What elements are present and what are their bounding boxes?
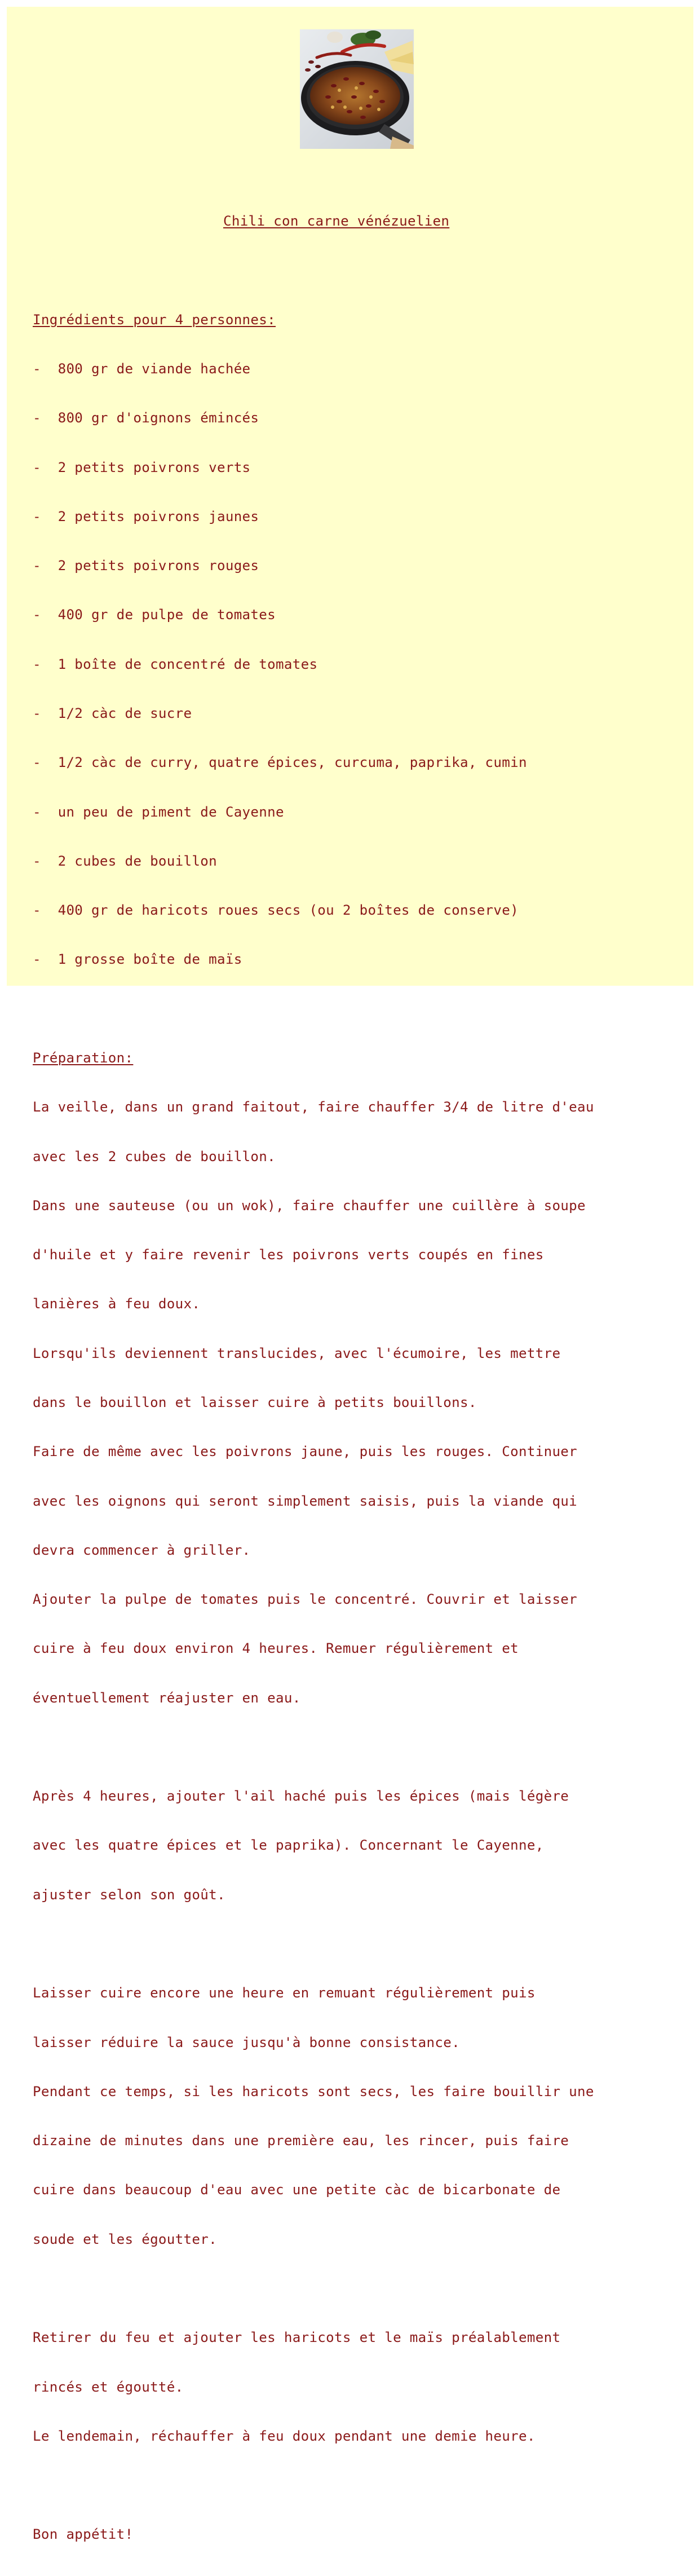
preparation-line: ajuster selon son goût. xyxy=(33,1886,225,1903)
preparation-line: Laisser cuire encore une heure en remuant régulièrement puis xyxy=(33,1985,536,2001)
preparation-line: Dans une sauteuse (ou un wok), faire chauffer une cuillère à soupe xyxy=(33,1197,586,1214)
ingredient-item: - 400 gr de pulpe de tomates xyxy=(33,607,276,623)
preparation-line: Lorsqu'ils deviennent translucides, avec l'écumoire, les mettre xyxy=(33,1345,561,1361)
ingredient-item: - 1/2 càc de sucre xyxy=(33,705,192,721)
preparation-line: La veille, dans un grand faitout, faire chauffer 3/4 de litre d'eau xyxy=(33,1099,594,1115)
ingredient-item: - 400 gr de haricots roues secs (ou 2 boîtes de conserve) xyxy=(33,902,519,919)
recipe-title: Chili con carne vénézuelien xyxy=(223,213,450,230)
ingredient-item: - 2 petits poivrons rouges xyxy=(33,558,259,574)
recipe-text xyxy=(33,180,692,2576)
preparation-line: Ajouter la pulpe de tomates puis le concentré. Couvrir et laisser xyxy=(33,1591,578,1608)
preparation-line: cuire dans beaucoup d'eau avec une petite càc de bicarbonate de xyxy=(33,2182,561,2198)
preparation-line: avec les oignons qui seront simplement saisis, puis la viande qui xyxy=(33,1493,578,1509)
spacer xyxy=(33,262,692,279)
chili-pan-photo xyxy=(300,29,414,149)
spacer xyxy=(33,1936,692,1952)
ingredients-heading: Ingrédients pour 4 personnes: xyxy=(33,311,276,328)
ingredient-item: - 1/2 càc de curry, quatre épices, curcuma, paprika, cumin xyxy=(33,755,527,771)
preparation-line: lanières à feu doux. xyxy=(33,1296,201,1312)
spacer xyxy=(33,1001,692,1017)
preparation-line: Après 4 heures, ajouter l'ail haché puis les épices (mais légère xyxy=(33,1788,569,1805)
spacer xyxy=(33,2477,692,2494)
closing-line: Bon appétit! xyxy=(33,2526,134,2543)
ingredient-item: - 800 gr d'oignons émincés xyxy=(33,410,259,426)
preparation-line: laisser réduire la sauce jusqu'à bonne consistance. xyxy=(33,2034,460,2050)
ingredient-item: - un peu de piment de Cayenne xyxy=(33,804,284,820)
preparation-line: avec les 2 cubes de bouillon. xyxy=(33,1148,276,1165)
preparation-line: rincés et égoutté. xyxy=(33,2379,184,2395)
preparation-line: Retirer du feu et ajouter les haricots et le maïs préalablement xyxy=(33,2330,561,2346)
preparation-line: d'huile et y faire revenir les poivrons verts coupés en fines xyxy=(33,1247,544,1263)
ingredient-item: - 2 petits poivrons verts xyxy=(33,459,251,475)
preparation-line: avec les quatre épices et le paprika). Concernant le Cayenne, xyxy=(33,1837,544,1854)
ingredient-item: - 2 cubes de bouillon xyxy=(33,853,217,869)
preparation-line: Pendant ce temps, si les haricots sont secs, les faire bouillir une xyxy=(33,2083,594,2099)
spacer xyxy=(33,1739,692,1755)
preparation-heading: Préparation: xyxy=(33,1049,134,1066)
preparation-line: cuire à feu doux environ 4 heures. Remuer régulièrement et xyxy=(33,1640,519,1657)
preparation-line: éventuellement réajuster en eau. xyxy=(33,1690,301,1706)
ingredient-item: - 1 grosse boîte de maïs xyxy=(33,951,242,968)
preparation-line: dans le bouillon et laisser cuire à petits bouillons. xyxy=(33,1394,477,1410)
ingredient-item: - 1 boîte de concentré de tomates xyxy=(33,656,318,672)
preparation-line: soude et les égoutter. xyxy=(33,2231,217,2247)
ingredient-item: - 800 gr de viande hachée xyxy=(33,361,251,377)
recipe-page xyxy=(7,7,693,2543)
spacer xyxy=(33,2281,692,2297)
preparation-line: dizaine de minutes dans une première eau, les rincer, puis faire xyxy=(33,2133,569,2149)
preparation-line: Faire de même avec les poivrons jaune, puis les rouges. Continuer xyxy=(33,1444,578,1460)
ingredient-item: - 2 petits poivrons jaunes xyxy=(33,508,259,524)
preparation-line: devra commencer à griller. xyxy=(33,1542,251,1558)
preparation-line: Le lendemain, réchauffer à feu doux pendant une demie heure. xyxy=(33,2428,536,2444)
